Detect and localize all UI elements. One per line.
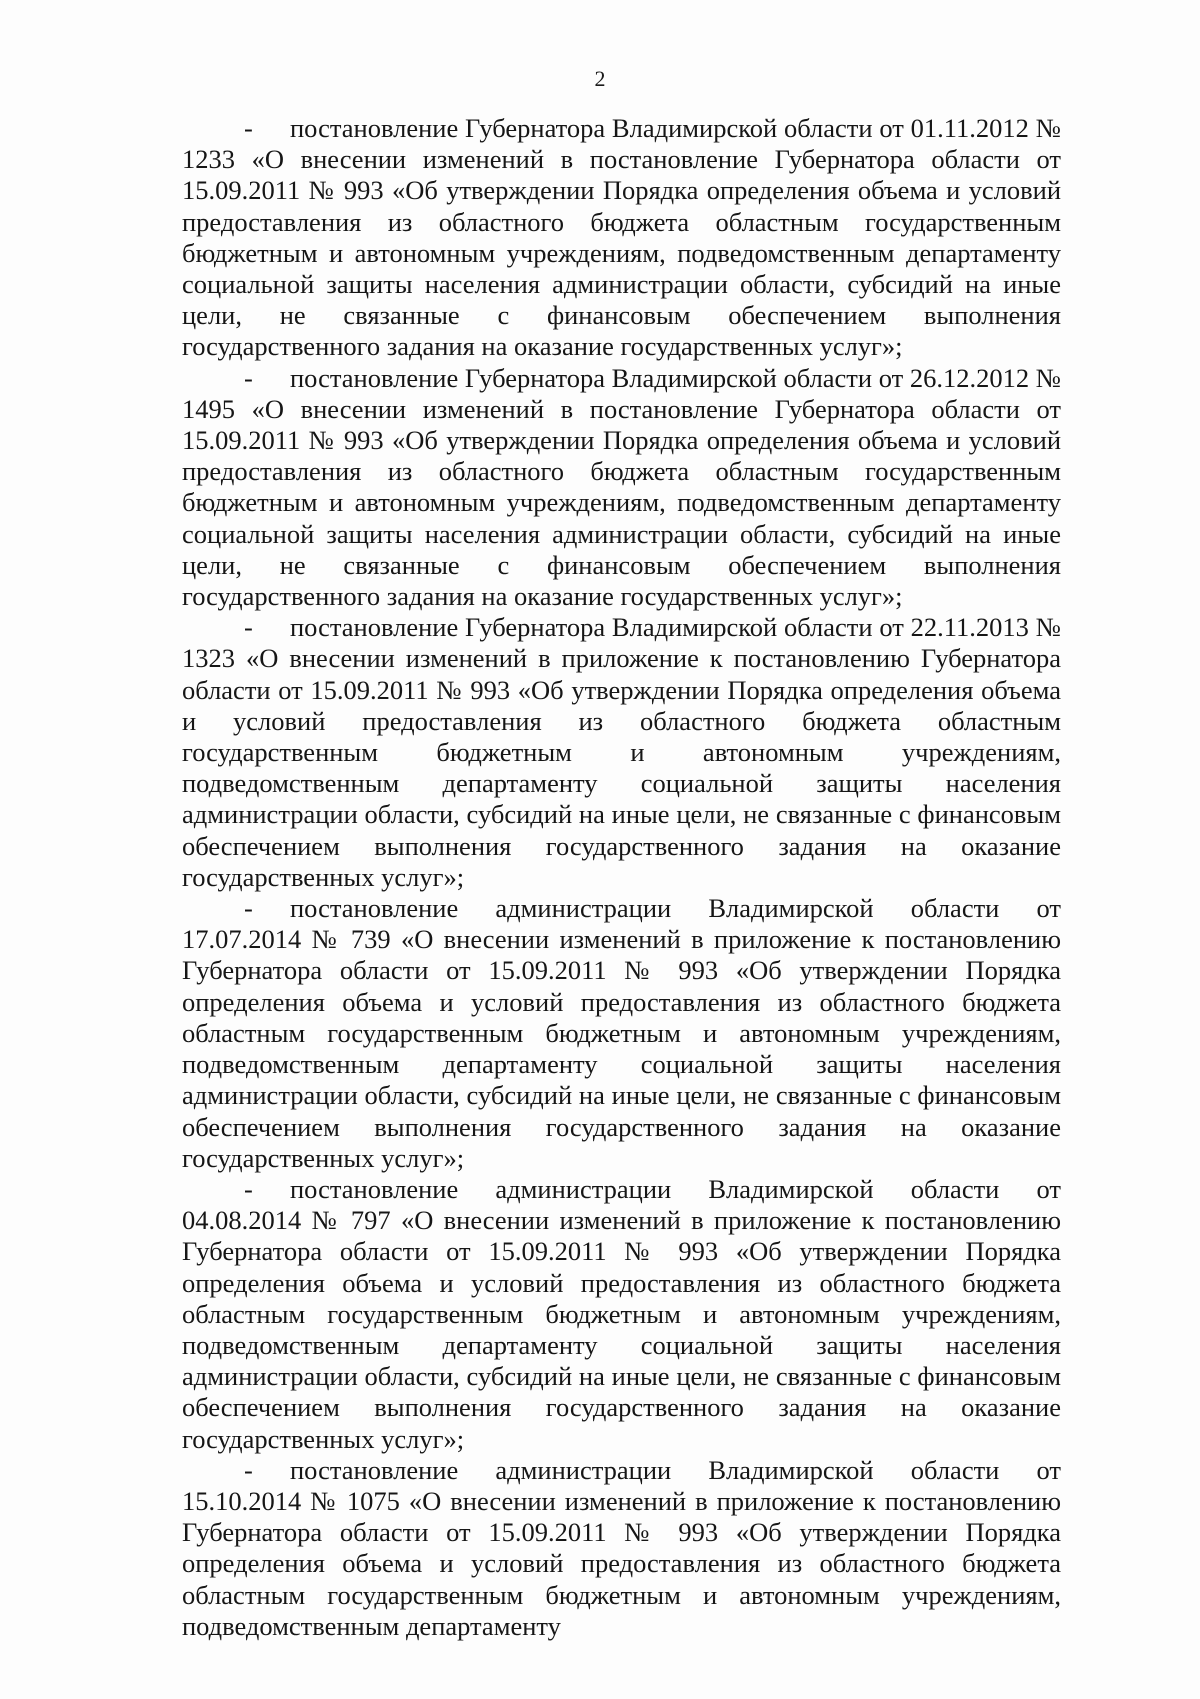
list-item	[182, 1455, 1061, 1642]
list-item	[182, 612, 1061, 893]
list-dash: -	[244, 893, 253, 924]
list-item-text: постановление администрации Владимирской области от 17.07.2014 № 739 «О внесении изменений в приложение к постановлению Губернатора области от 15.09.2011 № 993 «Об утверждении Порядка определения объема и условий предоставления из областного бюджета областным государственным бюджетным и автономным учреждениям, подведомственным департаменту социальной защиты населения администрации области, субсидий на иные цели, не связанные с финансовым обеспечением выполнения государственного задания на оказание государственных услуг»;	[182, 893, 1061, 1173]
list-dash: -	[244, 362, 253, 393]
list-dash: -	[244, 612, 253, 643]
list-dash: -	[244, 113, 253, 143]
list-item-text: постановление Губернатора Владимирской области от 26.12.2012 № 1495 «О внесении изменений в постановление Губернатора области от 15.09.2011 № 993 «Об утверждении Порядка определения объема и условий предоставления из областного бюджета областным государственным бюджетным и автономным учреждениям, подведомственным департаменту социальной защиты населения администрации области, субсидий на иные цели, не связанные с финансовым обеспечением выполнения государственного задания на оказание государственных услуг»;	[182, 362, 1061, 612]
list-item-text: постановление Губернатора Владимирской области от 22.11.2013 № 1323 «О внесении изменений в приложение к постановлению Губернатора области от 15.09.2011 № 993 «Об утверждении Порядка определения объема и условий предоставления из областного бюджета областным государственным бюджетным и автономным учреждениям, подведомственным департаменту социальной защиты населения администрации области, субсидий на иные цели, не связанные с финансовым обеспечением выполнения государственного задания на оказание государственных услуг»;	[182, 612, 1061, 892]
list-item-text: постановление администрации Владимирской области от 15.10.2014 № 1075 «О внесении изменений в приложение к постановлению Губернатора области от 15.09.2011 № 993 «Об утверждении Порядка определения объема и условий предоставления из областного бюджета областным государственным бюджетным и автономным учреждениям, подведомственным департаменту	[182, 1454, 1061, 1641]
list-item-text: постановление администрации Владимирской области от 04.08.2014 № 797 «О внесении изменений в приложение к постановлению Губернатора области от 15.09.2011 № 993 «Об утверждении Порядка определения объема и условий предоставления из областного бюджета областным государственным бюджетным и автономным учреждениям, подведомственным департаменту социальной защиты населения администрации области, субсидий на иные цели, не связанные с финансовым обеспечением выполнения государственного задания на оказание государственных услуг»;	[182, 1173, 1061, 1454]
list-item-text: постановление Губернатора Владимирской области от 01.11.2012 № 1233 «О внесении изменений в постановление Губернатора области от 15.09.2011 № 993 «Об утверждении Порядка определения объема и условий предоставления из областного бюджета областным государственным бюджетным и автономным учреждениям, подведомственным департаменту социальной защиты населения администрации области, субсидий на иные цели, не связанные с финансовым обеспечением выполнения государственного задания на оказание государственных услуг»;	[182, 113, 1061, 362]
list-item	[182, 363, 1061, 613]
page-number: 2	[594, 66, 606, 91]
list-dash: -	[244, 1454, 253, 1485]
list-dash: -	[244, 1173, 253, 1204]
list-item	[182, 1174, 1061, 1455]
document-body	[182, 113, 1061, 1642]
list-item	[182, 893, 1061, 1174]
list-item	[182, 113, 1061, 363]
